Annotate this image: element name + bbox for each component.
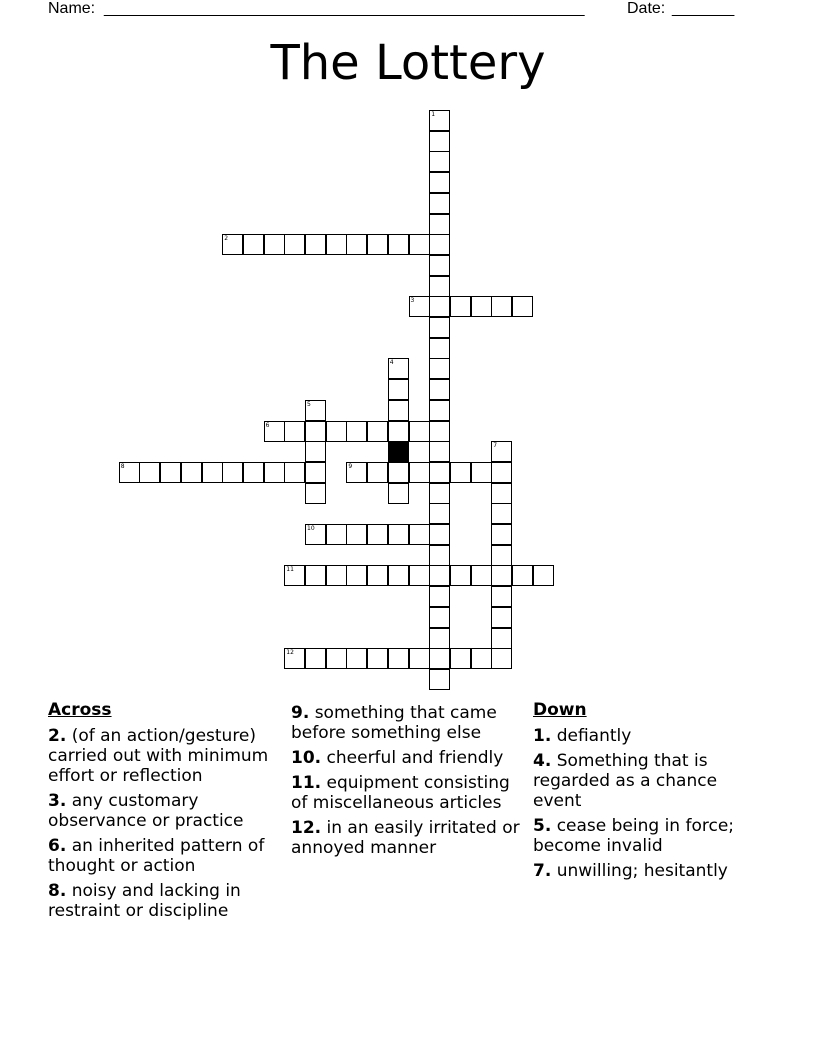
across-clue-list [48,726,278,921]
name-line[interactable]: ______________________________________________________ [104,0,585,17]
grid-cell[interactable] [367,462,388,483]
grid-cell[interactable] [429,483,450,504]
grid-cell[interactable] [264,462,285,483]
clue-number: 3 [410,297,415,305]
grid-cell[interactable] [429,296,450,317]
grid-cell[interactable] [388,524,409,545]
grid-cell[interactable] [222,234,243,255]
grid-cell[interactable] [429,669,450,690]
grid-cell[interactable] [305,234,326,255]
grid-cell[interactable] [284,234,305,255]
grid-cell[interactable] [429,214,450,235]
grid-cell[interactable] [284,648,305,669]
grid-cell[interactable] [264,234,285,255]
grid-cell[interactable] [491,524,512,545]
clue-number: 6 [265,421,270,429]
clue-num: 6. [48,836,67,856]
grid-cell[interactable] [264,421,285,442]
clue-text: defiantly [551,726,632,746]
grid-cell[interactable] [139,462,160,483]
clue-text: any customary observance or practice [48,791,244,831]
clue-num: 10. [291,748,322,768]
across-clue [291,703,523,743]
grid-cell[interactable] [409,421,430,442]
grid-cell[interactable] [409,296,430,317]
grid-cell[interactable] [429,255,450,276]
grid-cell[interactable] [491,628,512,649]
grid-cell[interactable] [367,565,388,586]
grid-cell[interactable] [471,462,492,483]
clue-num: 7. [533,861,552,881]
grid-cell[interactable] [429,421,450,442]
page-title: The Lottery [270,35,546,91]
grid-cell[interactable] [346,648,367,669]
grid-cell[interactable] [409,648,430,669]
grid-cell[interactable] [429,400,450,421]
grid-cell[interactable] [388,462,409,483]
grid-cell[interactable] [491,648,512,669]
grid-cell[interactable] [491,441,512,462]
grid-cell[interactable] [326,524,347,545]
clue-num: 9. [291,703,310,723]
grid-cell[interactable] [346,421,367,442]
grid-cell[interactable] [346,565,367,586]
grid-cell[interactable] [429,648,450,669]
grid-cell[interactable] [450,648,471,669]
grid-cell[interactable] [429,565,450,586]
grid-cell[interactable] [367,524,388,545]
clue-number: 8 [120,462,125,470]
clue-number: 5 [307,400,311,408]
grid-cell[interactable] [491,483,512,504]
clue-text: cheerful and friendly [321,748,504,768]
clue-text: an inherited pattern of thought or action [48,836,265,876]
grid-cell[interactable] [491,586,512,607]
grid-cell[interactable] [305,441,326,462]
grid-cell[interactable] [429,172,450,193]
grid-cell[interactable] [512,296,533,317]
grid-cell[interactable] [491,565,512,586]
down-heading: Down [533,700,587,720]
clue-number: 12 [286,649,294,657]
date-label: Date: [627,0,666,17]
grid-cell[interactable] [305,524,326,545]
clue-number: 1 [431,111,436,118]
grid-cell[interactable] [243,234,264,255]
grid-cell[interactable] [222,462,243,483]
grid-cell[interactable] [367,421,388,442]
grid-cell[interactable] [450,296,471,317]
clue-text: something that came before something else [291,703,497,743]
clue-number: 11 [286,566,294,574]
grid-cell[interactable] [450,462,471,483]
grid-cell[interactable] [491,462,512,483]
grid-cell[interactable] [409,234,430,255]
grid-cell[interactable] [429,317,450,338]
grid-cell[interactable] [471,648,492,669]
grid-cell[interactable] [367,234,388,255]
clue-text: Something that is regarded as a chance event [533,751,718,811]
grid-cell[interactable] [512,565,533,586]
clue-text: unwilling; hesitantly [551,861,728,881]
grid-cell[interactable] [491,545,512,566]
clue-num: 1. [533,726,552,746]
clue-num: 4. [533,751,552,771]
clue-number: 4 [389,359,394,367]
clue-num: 8. [48,881,67,901]
grid-cell[interactable] [119,462,140,483]
down-clue [533,816,763,856]
across-clues-continued [291,703,523,863]
grid-cell[interactable] [305,400,326,421]
down-clues [533,700,763,886]
grid-cell[interactable] [326,234,347,255]
grid-cell[interactable] [491,607,512,628]
grid-cell[interactable] [388,400,409,421]
grid-cell[interactable] [305,421,326,442]
down-clue [533,751,763,811]
grid-cell[interactable] [429,193,450,214]
date-line[interactable]: _______ [672,0,735,17]
across-clue [48,881,278,921]
across-clue [291,773,523,813]
clue-num: 11. [291,773,322,793]
across-clue [48,726,278,786]
grid-cell[interactable] [305,483,326,504]
grid-cell[interactable] [409,462,430,483]
grid-cell[interactable] [202,462,223,483]
clue-num: 5. [533,816,552,836]
grid-cell[interactable] [305,565,326,586]
clue-num: 12. [291,818,322,838]
grid-cell[interactable] [450,565,471,586]
grid-cell[interactable] [284,421,305,442]
grid-cell[interactable] [326,565,347,586]
grid-cell[interactable] [181,462,202,483]
grid-cell[interactable] [388,234,409,255]
clue-number: 10 [307,525,315,532]
grid-cell[interactable] [429,338,450,359]
clue-text: (of an action/gesture) carried out with minimum effort or reflection [48,726,269,786]
grid-cell[interactable] [429,586,450,607]
clue-num: 2. [48,726,67,746]
grid-cell[interactable] [429,503,450,524]
grid-cell[interactable] [471,565,492,586]
name-label: Name: [48,0,96,17]
grid-cell[interactable] [429,379,450,400]
grid-cell[interactable] [388,421,409,442]
grid-cell[interactable] [429,628,450,649]
clue-number: 7 [493,442,498,450]
across-clue [291,818,523,858]
grid-cell[interactable] [429,545,450,566]
grid-cell[interactable] [429,607,450,628]
clue-number: 9 [348,462,353,470]
across-clue [48,791,278,831]
grid-cell[interactable] [409,565,430,586]
grid-cell[interactable] [429,110,450,131]
grid-cell[interactable] [305,648,326,669]
grid-cell[interactable] [284,565,305,586]
grid-cell[interactable] [388,565,409,586]
grid-cell[interactable] [160,462,181,483]
down-clue-list [533,726,763,881]
across-heading: Across [48,700,112,720]
grid-cell[interactable] [346,234,367,255]
clue-text: cease being in force; become invalid [533,816,735,856]
grid-cell[interactable] [429,358,450,379]
across-clue [291,748,523,768]
grid-cell[interactable] [346,524,367,545]
grid-cell[interactable] [429,441,450,462]
grid-cell[interactable] [409,524,430,545]
grid-cell[interactable] [388,648,409,669]
grid-cell[interactable] [533,565,554,586]
clue-text: equipment consisting of miscellaneous articles [291,773,510,813]
grid-cell[interactable] [388,483,409,504]
grid-cell[interactable] [284,462,305,483]
down-clue [533,726,763,746]
grid-cell[interactable] [429,524,450,545]
across-clue [48,836,278,876]
grid-cell[interactable] [491,503,512,524]
grid-cell[interactable] [429,131,450,152]
grid-cell[interactable] [388,358,409,379]
grid-cell[interactable] [429,151,450,172]
grid-cell[interactable] [388,379,409,400]
grid-cell[interactable] [243,462,264,483]
clue-text: in an easily irritated or annoyed manner [291,818,520,858]
grid-cell[interactable] [346,462,367,483]
clue-number: 2 [224,235,229,243]
grid-cell[interactable] [326,421,347,442]
across-clues [48,700,278,926]
across-clue-list-continued [291,703,523,858]
clue-text: noisy and lacking in restraint or discipline [48,881,241,921]
grid-cell[interactable] [326,648,347,669]
grid-cell[interactable] [367,648,388,669]
grid-cell[interactable] [429,276,450,297]
grid-cell[interactable] [429,234,450,255]
grid-cell[interactable] [305,462,326,483]
grid-cell[interactable] [471,296,492,317]
grid-cell[interactable] [491,296,512,317]
down-clue [533,861,763,881]
grid-block [388,441,409,462]
grid-cell[interactable] [429,462,450,483]
clue-num: 3. [48,791,67,811]
